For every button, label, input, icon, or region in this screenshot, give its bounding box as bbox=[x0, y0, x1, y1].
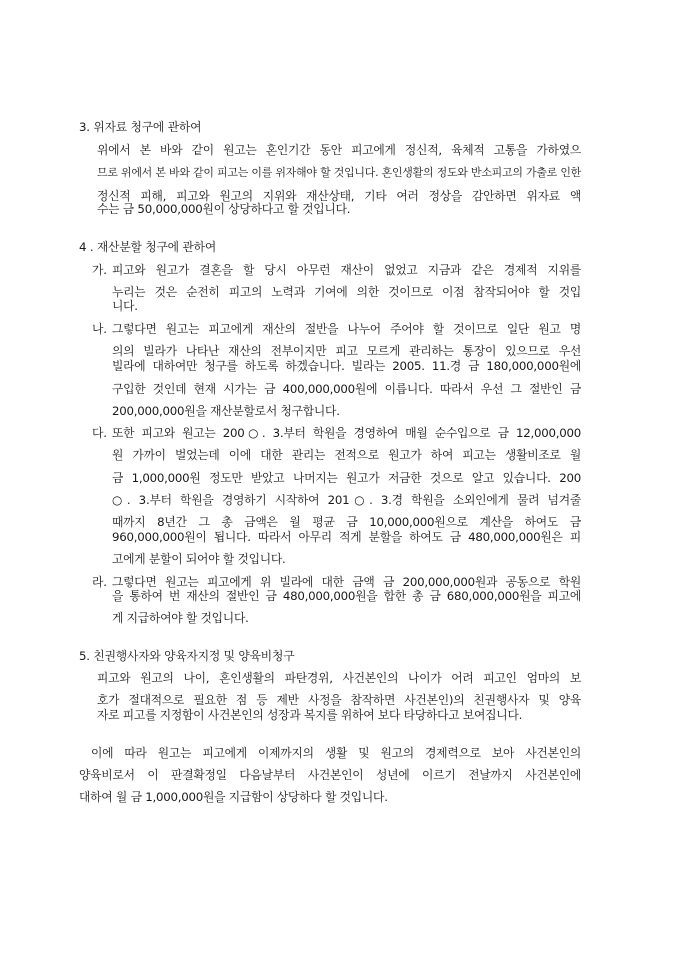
section-heading-3: 3. 위자료 청구에 관하여 bbox=[79, 120, 202, 134]
paragraph-line: 의의 빌라가 나타난 재산의 전부이지만 피고 모르게 관리하는 통장이 있으므로 우선 bbox=[112, 344, 581, 358]
paragraph-line: 금 1,000,000원 정도만 받았고 나머지는 원고가 저금한 것으로 알고 있습니다. 200 bbox=[112, 471, 581, 485]
paragraph-line: 고에게 분할이 되어야 할 것입니다. bbox=[112, 552, 286, 566]
paragraph-line: 빌라에 대하여만 청구를 하도록 하겠습니다. 빌라는 2005. 11.경 금 180,000,000원에 bbox=[112, 359, 581, 373]
paragraph-line: 그렇다면 원고는 피고에게 위 빌라에 대한 금액 금 200,000,000원과 공동으로 학원 bbox=[112, 575, 581, 589]
item-marker: 나. bbox=[92, 322, 107, 336]
paragraph-line: 피고와 원고가 결혼을 할 당시 아무런 재산이 없었고 지금과 같은 경제적 지위를 bbox=[112, 263, 581, 277]
paragraph-line: 호가 절대적으로 필요한 점 등 제반 사정을 참작하면 사건본인)의 친권행사자 및 양육 bbox=[97, 693, 581, 707]
item-marker: 라. bbox=[92, 575, 107, 589]
item-marker: 가. bbox=[92, 263, 107, 277]
paragraph-line: 수는 금 50,000,000원이 상당하다고 할 것입니다. bbox=[97, 202, 351, 216]
item-marker: 다. bbox=[92, 426, 107, 440]
paragraph-line: 정신적 피해, 피고와 원고의 지위와 재산상태, 기타 여러 정상을 감안하면 위자료 액 bbox=[97, 189, 581, 203]
paragraph-line: 그렇다면 원고는 피고에게 재산의 절반을 나누어 주어야 할 것이므로 일단 원고 명 bbox=[112, 322, 581, 336]
paragraph-line: 때까지 8년간 그 총 금액은 월 평균 금 10,000,000원으로 계산을 하여도 금 bbox=[112, 515, 581, 529]
paragraph-line: 원 가까이 벌었는데 이에 대한 관리는 전적으로 원고가 하여 피고는 생활비조로 월 bbox=[112, 448, 581, 462]
paragraph-line: 므로 위에서 본 바와 같이 피고는 이를 위자해야 할 것입니다. 혼인생활의 정도와 반소피고의 가출로 인한 bbox=[97, 166, 581, 179]
paragraph-line: 피고와 원고의 나이, 혼인생활의 파탄경위, 사건본인의 나이가 어려 피고인 엄마의 보 bbox=[97, 671, 581, 685]
paragraph-line: 이에 따라 원고는 피고에게 이제까지의 생활 및 원고의 경제력으로 보아 사건본인의 bbox=[91, 746, 581, 760]
section-heading-5: 5. 친권행사자와 양육자지정 및 양육비청구 bbox=[79, 649, 295, 663]
paragraph-line: 자로 피고를 지정함이 사건본인의 성장과 복지를 위하여 보다 타당하다고 보여집니다. bbox=[97, 708, 523, 722]
paragraph-line: 960,000,000원이 됩니다. 따라서 아무리 적게 분할을 하여도 금 480,000,000원은 피 bbox=[112, 530, 581, 544]
paragraph-line: 누리는 것은 순전히 피고의 노력과 기여에 의한 것이므로 이점 참작되어야 할 것입 bbox=[112, 285, 581, 299]
paragraph-line: 또한 피고와 원고는 200○. 3.부터 학원을 경영하여 매월 순수입으로 금 12,000,000 bbox=[112, 426, 581, 440]
paragraph-line: 양육비로서 이 판결확정일 다음날부터 사건본인이 성년에 이르기 전날까지 사건본인에 bbox=[79, 768, 581, 782]
paragraph-line: 구입한 것인데 현재 시가는 금 400,000,000원에 이릅니다. 따라서 우선 그 절반인 금 bbox=[112, 382, 581, 396]
paragraph-line: 200,000,000원을 재산분할로서 청구합니다. bbox=[112, 404, 340, 418]
paragraph-line: 대하여 월 금 1,000,000원을 지급함이 상당하다 할 것입니다. bbox=[79, 790, 388, 804]
paragraph-line: 니다. bbox=[112, 299, 138, 313]
section-heading-4: 4 . 재산분할 청구에 관하여 bbox=[79, 240, 217, 254]
paragraph-line: 위에서 본 바와 같이 원고는 혼인기간 동안 피고에게 정신적, 육체적 고통을 가하였으 bbox=[97, 143, 581, 157]
paragraph-line: 을 통하여 번 재산의 절반인 금 480,000,000원을 합한 총 금 680,000,000원을 피고에 bbox=[112, 589, 581, 603]
paragraph-line: 게 지급하여야 할 것입니다. bbox=[112, 611, 249, 625]
paragraph-line: ○. 3.부터 학원을 경영하기 시작하여 201○. 3.경 학원을 소외인에게 물려 넘겨줄 bbox=[112, 493, 581, 507]
